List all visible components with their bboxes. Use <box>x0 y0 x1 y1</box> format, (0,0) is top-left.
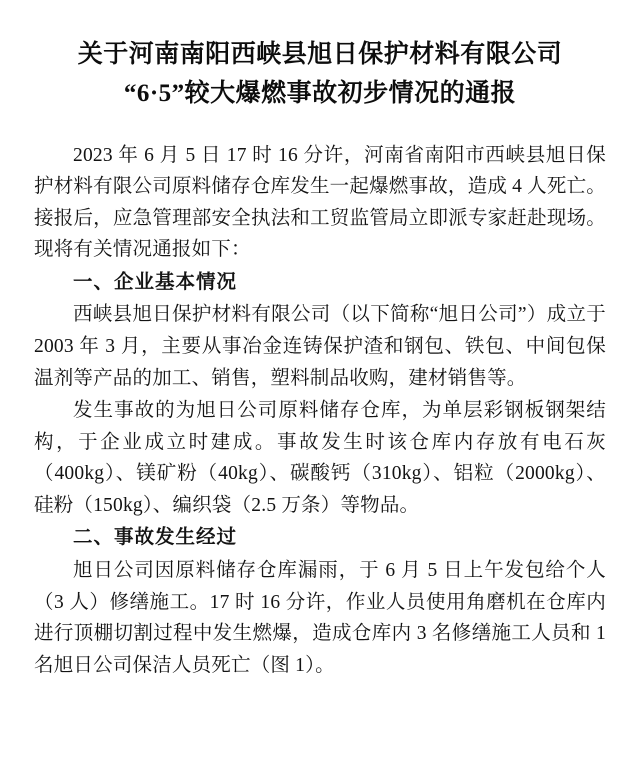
paragraph-process: 旭日公司因原料储存仓库漏雨，于 6 月 5 日上午发包给个人（3 人）修缮施工。17 时 16 分许，作业人员使用角磨机在仓库内进行顶棚切割过程中发生燃爆，造成仓库内 3 名修缮施工人员和 1 名旭日公司保洁人员死亡（图 1）。 <box>34 560 606 676</box>
section-heading-2: 二、事故发生经过 <box>73 527 238 549</box>
paragraph-intro: 2023 年 6 月 5 日 17 时 16 分许，河南省南阳市西峡县旭日保护材料有限公司原料储存仓库发生一起爆燃事故，造成 4 人死亡。接报后，应急管理部安全执法和工贸监管局立即派专家赶赴现场。现将有关情况通报如下： <box>34 144 606 261</box>
document-body <box>34 140 606 682</box>
paragraph-company: 西峡县旭日保护材料有限公司（以下简称“旭日公司”）成立于 2003 年 3 月，主要从事冶金连铸保护渣和钢包、铁包、中间包保温剂等产品的加工、销售，塑料制品收购，建材销售等。 <box>34 304 606 389</box>
title-line-1: 关于河南南阳西峡县旭日保护材料有限公司 <box>77 41 563 68</box>
section-heading-1: 一、企业基本情况 <box>73 271 238 293</box>
paragraph-warehouse: 发生事故的为旭日公司原料储存仓库，为单层彩钢板钢架结构，于企业成立时建成。事故发生时该仓库内存放有电石灰（400kg）、镁矿粉（40kg）、碳酸钙（310kg）、铝粒（2000kg）、硅粉（150kg）、编织袋（2.5 万条）等物品。 <box>34 400 606 516</box>
title-line-2: “6·5”较大爆燃事故初步情况的通报 <box>123 79 517 107</box>
document-title <box>34 36 606 114</box>
